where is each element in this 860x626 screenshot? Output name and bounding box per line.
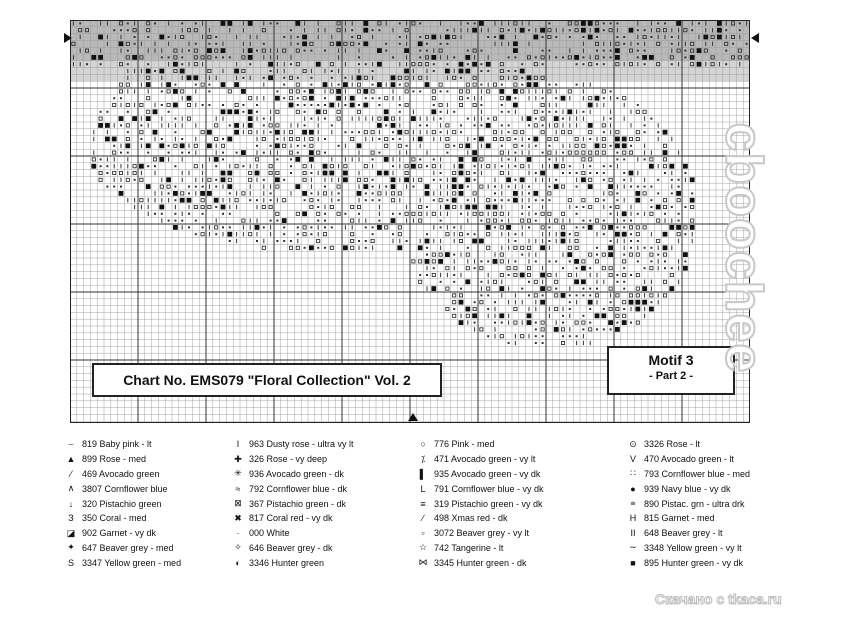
legend-symbol: ✦ (67, 542, 75, 553)
legend-item (60, 511, 227, 526)
legend-item (412, 452, 622, 467)
legend-label: 3346 Hunter green (249, 557, 325, 568)
legend-symbol: ☆ (418, 542, 428, 553)
thread-legend (60, 437, 800, 570)
legend-symbol: ∕ (422, 513, 424, 524)
legend-symbol: ⌣ (68, 438, 74, 449)
legend-symbol: ≈ (235, 483, 241, 494)
legend-label: 793 Cornflower blue - med (644, 468, 751, 479)
legend-item (227, 555, 412, 570)
legend-item (622, 555, 800, 570)
legend-item (622, 452, 800, 467)
legend-item (412, 511, 622, 526)
legend-item (60, 481, 227, 496)
legend-label: 471 Avocado green - vy lt (434, 454, 536, 465)
legend-item (622, 481, 800, 496)
legend-label: 498 Xmas red - dk (434, 513, 508, 524)
motif-subtitle: - Part 2 - (648, 370, 693, 382)
cross-stitch-chart (70, 20, 750, 423)
legend-item (60, 526, 227, 541)
legend-item (227, 496, 412, 511)
legend-symbol: ⋈ (418, 557, 428, 568)
legend-item (227, 541, 412, 556)
legend-label: 646 Beaver grey - dk (249, 542, 333, 553)
legend-label: 791 Cornflower blue - vy dk (434, 483, 544, 494)
legend-label: 890 Pistac. grn - ultra drk (644, 498, 745, 509)
legend-column-4 (622, 437, 800, 570)
legend-symbol: ○ (420, 439, 426, 450)
legend-symbol: H (629, 513, 637, 524)
legend-label: 935 Avocado green - vy dk (434, 468, 541, 479)
legend-label: 469 Avocado green (82, 468, 160, 479)
legend-symbol: ∧ (67, 483, 75, 494)
legend-label: 3348 Yellow green - vy lt (644, 542, 742, 553)
legend-item (227, 452, 412, 467)
legend-item (412, 481, 622, 496)
legend-symbol: ■ (630, 557, 636, 568)
legend-symbol: З (68, 513, 74, 524)
legend-item (60, 467, 227, 482)
legend-item (412, 467, 622, 482)
legend-symbol: ∼ (629, 542, 637, 553)
legend-column-1 (60, 437, 227, 570)
footer-watermark: Скачано с tkaca.ru (655, 591, 782, 607)
legend-item (412, 437, 622, 452)
legend-item (227, 467, 412, 482)
legend-label: 648 Beaver grey - lt (644, 528, 723, 539)
legend-symbol: ◪ (66, 527, 76, 538)
legend-item (227, 437, 412, 452)
legend-item (622, 526, 800, 541)
legend-label: 963 Dusty rose - ultra vy lt (249, 439, 354, 450)
legend-label: 817 Coral red - vy dk (249, 513, 333, 524)
legend-item (60, 452, 227, 467)
legend-label: 319 Pistachio green - vy dk (434, 498, 543, 509)
legend-item (227, 511, 412, 526)
legend-item (622, 496, 800, 511)
legend-label: 470 Avocado green - lt (644, 454, 734, 465)
legend-symbol: II (630, 528, 636, 539)
legend-label: 320 Pistachio green (82, 498, 162, 509)
legend-label: 939 Navy blue - vy dk (644, 483, 731, 494)
legend-symbol: ≡ (420, 498, 426, 509)
legend-item (412, 555, 622, 570)
legend-item (412, 526, 622, 541)
legend-item (227, 481, 412, 496)
chart-title: Chart No. EMS079 "Floral Collection" Vol. 2 (123, 372, 411, 388)
legend-label: 326 Rose - vy deep (249, 454, 328, 465)
legend-label: 902 Garnet - vy dk (82, 528, 157, 539)
legend-label: 819 Baby pink - lt (82, 439, 152, 450)
legend-symbol: ⩧ (630, 498, 636, 509)
legend-label: 742 Tangerine - lt (434, 542, 504, 553)
legend-symbol: ● (630, 483, 636, 494)
legend-symbol: ⊙ (629, 438, 637, 449)
legend-item (412, 496, 622, 511)
legend-symbol: ✧ (234, 542, 242, 553)
legend-label: 936 Avocado green - dk (249, 468, 344, 479)
legend-column-2 (227, 437, 412, 570)
center-marker-left-icon (64, 33, 72, 43)
legend-symbol: S (67, 557, 74, 568)
legend-item (412, 541, 622, 556)
legend-label: 3345 Hunter green - dk (434, 557, 527, 568)
legend-label: 792 Cornflower blue - dk (249, 483, 348, 494)
legend-symbol: ✖ (234, 512, 242, 523)
legend-symbol: · (236, 528, 240, 539)
legend-item (622, 541, 800, 556)
legend-label: 367 Pistachio green - dk (249, 498, 347, 509)
legend-label: 647 Beaver grey - med (82, 542, 174, 553)
legend-label: 899 Rose - med (82, 454, 147, 465)
legend-symbol: ▌ (419, 468, 427, 479)
legend-symbol: ⁄ (70, 468, 72, 479)
legend-item (60, 541, 227, 556)
legend-label: 3347 Yellow green - med (82, 557, 182, 568)
center-marker-bottom-icon (408, 413, 418, 421)
legend-label: 776 Pink - med (434, 439, 495, 450)
watermark-text: cboochee (714, 122, 773, 374)
legend-symbol: ✚ (234, 453, 242, 464)
chart-title-box (92, 363, 442, 397)
legend-item (60, 437, 227, 452)
legend-label: 3072 Beaver grey - vy lt (434, 528, 530, 539)
legend-item (622, 467, 800, 482)
legend-symbol: I (236, 439, 240, 450)
legend-symbol: ◐ (235, 557, 241, 568)
legend-item (622, 437, 800, 452)
legend-label: 350 Coral - med (82, 513, 147, 524)
legend-symbol: ↓ (68, 498, 74, 509)
legend-symbol: ⁒ (420, 453, 426, 464)
legend-label: 895 Hunter green - vy dk (644, 557, 744, 568)
legend-label: 000 White (249, 528, 290, 539)
legend-item (622, 511, 800, 526)
watermark (714, 78, 773, 418)
legend-symbol: V (629, 454, 636, 465)
legend-symbol: L (420, 483, 426, 494)
motif-title: Motif 3 (648, 352, 694, 368)
legend-item (227, 526, 412, 541)
legend-label: 815 Garnet - med (644, 513, 715, 524)
legend-symbol: ✳ (234, 468, 242, 479)
legend-symbol: ⊠ (234, 498, 242, 509)
legend-symbol: ∷ (630, 468, 636, 479)
legend-symbol: ▫ (421, 528, 425, 539)
legend-label: 3807 Cornflower blue (82, 483, 168, 494)
center-marker-right-icon (751, 33, 759, 43)
legend-label: 3326 Rose - lt (644, 439, 701, 450)
legend-column-3 (412, 437, 622, 570)
legend-symbol: ▲ (66, 454, 76, 465)
legend-item (60, 496, 227, 511)
legend-item (60, 555, 227, 570)
